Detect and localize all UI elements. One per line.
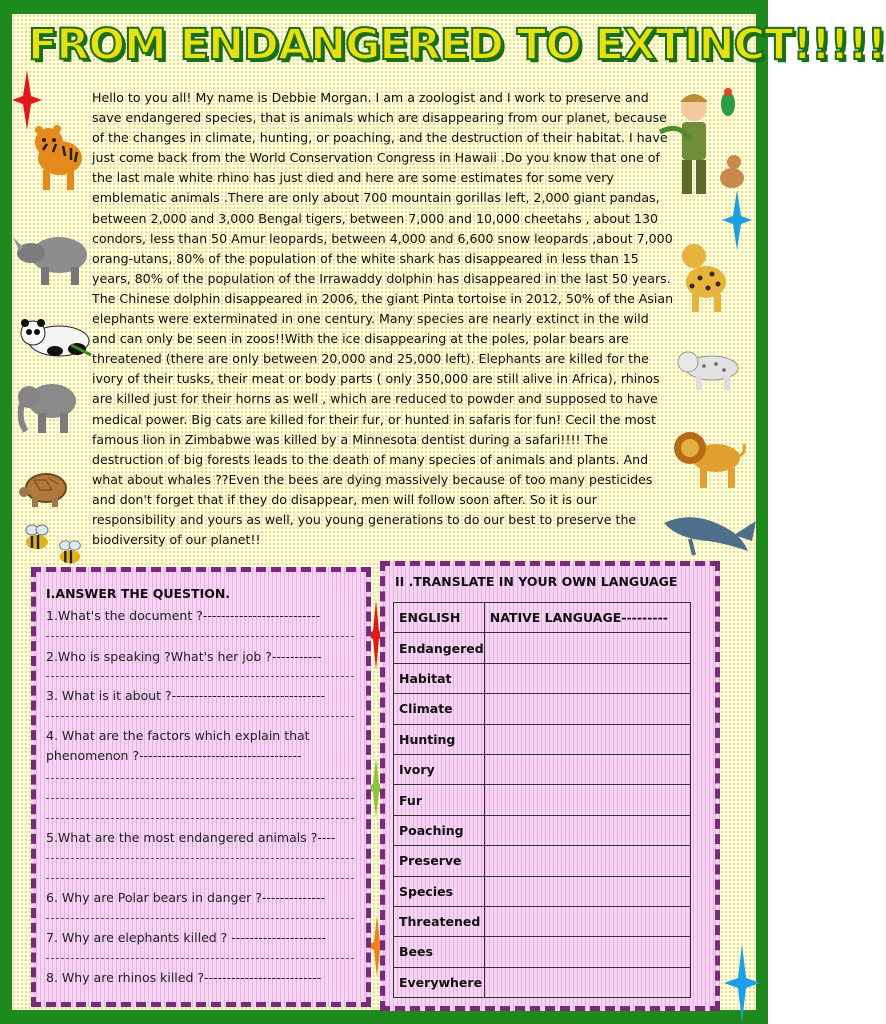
english-word: Ivory [394, 754, 485, 784]
english-word: Everywhere [394, 967, 485, 997]
translation-cell[interactable] [484, 663, 690, 693]
translation-cell[interactable] [484, 754, 690, 784]
answer-line[interactable] [46, 958, 354, 959]
elephant-picture [14, 375, 80, 437]
table-row [394, 724, 691, 754]
table-row [394, 846, 691, 876]
question-6: 6. Why are Polar bears in danger ?-------------- [46, 890, 326, 905]
questions-heading: I.ANSWER THE QUESTION. [46, 586, 231, 601]
answer-line[interactable] [46, 676, 354, 677]
intro-text: Hello to you all! My name is Debbie Morgan. I am a zoologist and I work to preserve and save endangered species, that is animals which are disappearing from our planet, because of the changes in climate, hunting, or poaching, and the destruction of their habitat. I have just come back from the World Conservation Congress in Hawaii .Do you know that one of the last male white rhino has just died and here are some estimates for some very emblematic animals .There are only about 700 mountain gorillas left, 2,000 giant pandas, between 2,000 and 3,000 Bengal tigers, between 7,000 and 10,000 cheetahs , about 130 condors, less than 50 Amur leopards, between 4,000 and 6,600 snow leopards ,about 7,000 orang-utans, 80% of the population of the white shark has disappeared in less than 15 years, 80% of the population of the Irrawaddy dolphin has disappeared in the last 50 years. The Chinese dolphin disappeared in 2006, the giant Pinta tortoise in 2012, 50% of the Asian elephants were exterminated in one century. Many species are nearly extinct in the wild and can only be seen in zoos!!With the ice disappearing at the poles, polar bears are threatened (there are only between 20,000 and 25,000 left). Elephants are killed for the ivory of their tusks, their meat or body parts ( only 350,000 are still alive in Africa), rhinos are killed just for their horns as well , which are reduced to powder and supposed to have medical power. Big cats are killed for their fur, or hunted in safaris for fun! Cecil the most famous lion in Zimbabwe was killed by a Minnesota dentist during a safari!!!! The destruction of big forests leads to the death of many species of animals and plants. And what about whales ??Even the bees are dying massively because of too many pesticides and don't forget that if they do disappear, men will follow soon after. So it is our responsibility and yours as well, you young generations to do our best to preserve the biodiversity of our planet!! [92, 90, 674, 548]
answer-line[interactable] [46, 878, 354, 879]
table-row [394, 663, 691, 693]
rhino-picture [13, 225, 93, 287]
translation-cell[interactable] [484, 937, 690, 967]
answer-line[interactable] [46, 818, 354, 819]
question-4: 4. What are the factors which explain that phenomenon ?------------------------------------ [46, 728, 310, 763]
translate-panel [380, 561, 720, 1011]
answer-line[interactable] [46, 636, 354, 637]
blue-sparkle-icon [724, 944, 760, 1022]
table-row [394, 785, 691, 815]
table-row [394, 694, 691, 724]
translation-cell[interactable] [484, 846, 690, 876]
blue-sparkle-icon [722, 190, 752, 250]
english-word: Preserve [394, 846, 485, 876]
column-header-english: ENGLISH [394, 603, 485, 633]
questions-panel [31, 567, 371, 1007]
english-word: Bees [394, 937, 485, 967]
lion-picture [672, 424, 746, 490]
english-word: Hunting [394, 724, 485, 754]
whale-picture [660, 505, 760, 559]
table-row [394, 937, 691, 967]
question-2: 2.Who is speaking ?What's her job ?----------- [46, 649, 322, 664]
answer-line[interactable] [46, 778, 354, 779]
table-header-row [394, 603, 691, 633]
table-row [394, 967, 691, 997]
english-word: Threatened [394, 906, 485, 936]
tiger-picture [27, 122, 93, 192]
table-row [394, 754, 691, 784]
english-word: Climate [394, 694, 485, 724]
translation-cell[interactable] [484, 724, 690, 754]
answer-line[interactable] [46, 918, 354, 919]
translation-cell[interactable] [484, 906, 690, 936]
tortoise-picture [18, 468, 72, 510]
question-3: 3. What is it about ?---------------------------------- [46, 688, 326, 703]
bee-picture [20, 522, 54, 554]
page-title: FROM ENDANGERED TO EXTINCT!!!!! [28, 20, 886, 70]
answer-line[interactable] [46, 716, 354, 717]
red-sparkle-icon [12, 70, 42, 130]
answer-line[interactable] [46, 858, 354, 859]
english-word: Fur [394, 785, 485, 815]
question-8: 8. Why are rhinos killed ?-------------------------- [46, 970, 322, 985]
question-1: 1.What's the document ?-------------------------- [46, 608, 321, 623]
table-row [394, 876, 691, 906]
translation-cell[interactable] [484, 967, 690, 997]
panda-picture [15, 315, 93, 359]
table-row [394, 906, 691, 936]
translate-heading: II .TRANSLATE IN YOUR OWN LANGUAGE [395, 574, 678, 589]
translation-cell[interactable] [484, 633, 690, 663]
translation-cell[interactable] [484, 785, 690, 815]
question-5: 5.What are the most endangered animals ?---- [46, 830, 336, 845]
translation-cell[interactable] [484, 876, 690, 906]
table-row [394, 633, 691, 663]
translation-table [393, 602, 691, 998]
bee-picture [54, 538, 86, 568]
english-word: Poaching [394, 815, 485, 845]
table-row [394, 815, 691, 845]
translation-cell[interactable] [484, 815, 690, 845]
english-word: Habitat [394, 663, 485, 693]
snow-leopard-picture [674, 342, 744, 392]
answer-line[interactable] [46, 798, 354, 799]
english-word: Endangered [394, 633, 485, 663]
column-header-native: NATIVE LANGUAGE--------- [484, 603, 690, 633]
english-word: Species [394, 876, 485, 906]
question-7: 7. Why are elephants killed ? --------------------- [46, 930, 327, 945]
zoologist-picture [654, 86, 750, 206]
translation-cell[interactable] [484, 694, 690, 724]
